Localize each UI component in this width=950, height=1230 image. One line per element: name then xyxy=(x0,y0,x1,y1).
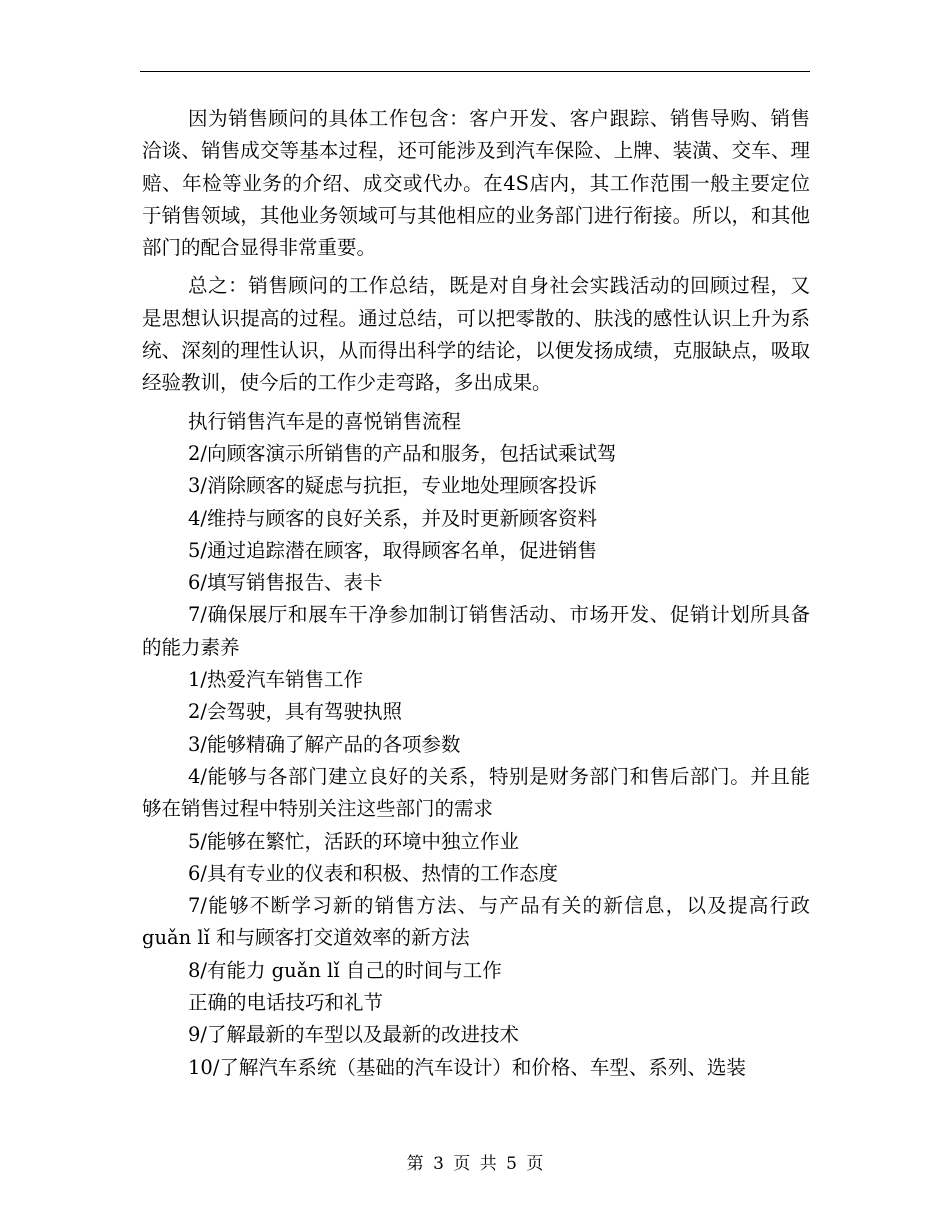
list-item: 正确的电话技巧和礼节 xyxy=(188,991,384,1015)
list-item: 4/能够与各部门建立良好的关系，特别是财务部门和售后部门。并且能够在销售过程中特别关注这些部门的需求 xyxy=(142,764,810,821)
list-item: 5/通过追踪潜在顾客，取得顾客名单，促进销售 xyxy=(188,538,597,562)
paragraph-sales-consultant-duties: 因为销售顾问的具体工作包含：客户开发、客户跟踪、销售导购、销售洽谈、销售成交等基本过程，还可能涉及到汽车保险、上牌、装潢、交车、理赔、年检等业务的介绍、成交或代办。在4S店内，其工作范围一般主要定位于销售领域，其他业务领域可与其他相应的业务部门进行衔接。所以，和其他部门的配合显得非常重要。 xyxy=(142,107,810,260)
document-body xyxy=(142,103,810,1084)
list-item: 6/填写销售报告、表卡 xyxy=(188,571,383,595)
list-item: 3/消除顾客的疑虑与抗拒，专业地处理顾客投诉 xyxy=(188,474,597,498)
list-item: 3/能够精确了解产品的各项参数 xyxy=(188,732,461,756)
paragraph-summary: 总之：销售顾问的工作总结，既是对自身社会实践活动的回顾过程，又是思想认识提高的过程。通过总结，可以把零散的、肤浅的感性认识上升为系统、深刻的理性认识，从而得出科学的结论，以便发扬成绩，克服缺点，吸取经验教训，使今后的工作少走弯路，多出成果。 xyxy=(142,274,810,395)
list-item: 6/具有专业的仪表和积极、热情的工作态度 xyxy=(188,861,558,885)
page-number-footer: 第 3 页 共 5 页 xyxy=(406,1154,544,1174)
list-item: 10/了解汽车系统（基础的汽车设计）和价格、车型、系列、选装 xyxy=(188,1055,746,1079)
list-item: 7/确保展厅和展车干净参加制订销售活动、市场开发、促销计划所具备的能力素养 xyxy=(142,603,810,659)
header-rule xyxy=(140,71,810,72)
list-item: 9/了解最新的车型以及最新的改进技术 xyxy=(188,1023,519,1047)
list-item: 5/能够在繁忙，活跃的环境中独立作业 xyxy=(188,829,519,853)
list-item: 2/向顾客演示所销售的产品和服务，包括试乘试驾 xyxy=(188,441,617,465)
paragraph-process-heading: 执行销售汽车是的喜悦销售流程 xyxy=(188,409,462,433)
list-item: 1/热爱汽车销售工作 xyxy=(188,668,363,692)
list-item: 2/会驾驶，具有驾驶执照 xyxy=(188,700,402,724)
list-item: 4/维持与顾客的良好关系，并及时更新顾客资料 xyxy=(188,506,597,530)
list-item: 7/能够不断学习新的销售方法、与产品有关的新信息，以及提高行政 guǎn lǐ 和与顾客打交道效率的新方法 xyxy=(142,894,810,950)
list-item: 8/有能力 guǎn lǐ 自己的时间与工作 xyxy=(188,958,502,982)
